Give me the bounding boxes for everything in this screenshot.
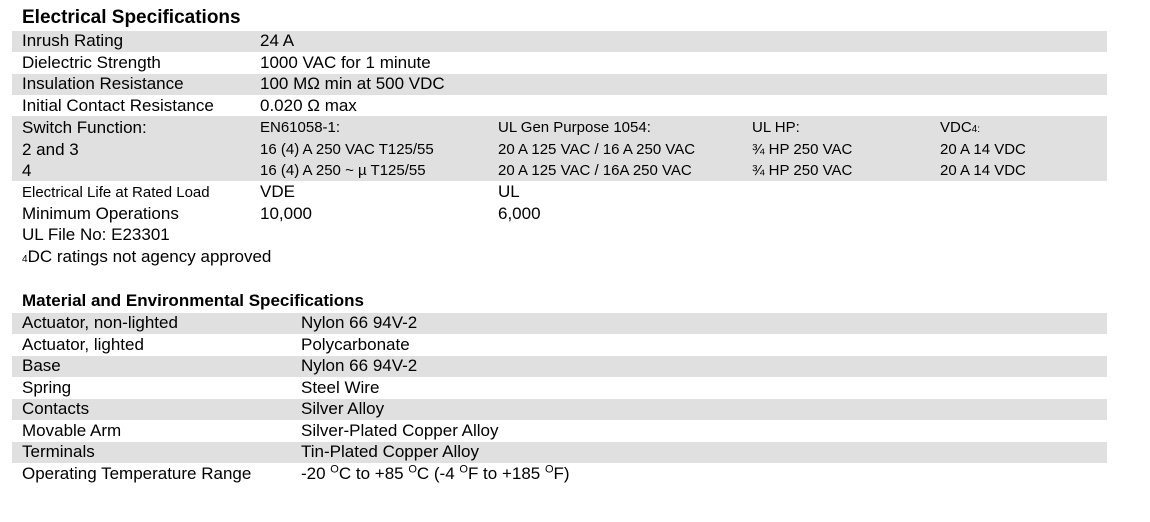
material-row-value: Silver-Plated Copper Alloy: [301, 421, 499, 440]
material-row-value: Nylon 66 94V-2: [301, 313, 418, 332]
switch-row-label: 4: [22, 161, 32, 180]
material-row-value: Nylon 66 94V-2: [301, 356, 418, 375]
min-operations-vde: 10,000: [260, 204, 312, 223]
temperature-value: -20 $^O$C to +85 $^O$C (-4 $^O$F to +185 $^O$F): [301, 463, 570, 483]
switch-row-label: 2 and 3: [22, 140, 79, 159]
inrush-label: Inrush Rating: [22, 31, 124, 50]
dielectric-label: Dielectric Strength: [22, 53, 161, 72]
dc-footnote: 4DC ratings not agency approved: [22, 247, 272, 266]
material-row-value: Silver Alloy: [301, 399, 385, 418]
row-band: [12, 31, 1107, 52]
switch-row-en: 16 (4) A 250 ~ µ T125/55: [260, 162, 426, 179]
material-row-label: Spring: [22, 378, 72, 397]
switch-row-ul-hp: ¾ HP 250 VAC: [752, 162, 853, 179]
material-row-value: Steel Wire: [301, 378, 380, 397]
min-operations-ul: 6,000: [498, 204, 541, 223]
vdc-header: VDC4:: [940, 119, 981, 136]
electrical-specs-title: Electrical Specifications: [22, 7, 241, 28]
switch-row-ul-gen: 20 A 125 VAC / 16 A 250 VAC: [498, 141, 696, 158]
ul-gen-header: UL Gen Purpose 1054:: [498, 119, 651, 136]
material-row-label: Actuator, lighted: [22, 335, 144, 354]
material-row-label: Actuator, non-lighted: [22, 313, 178, 332]
material-row-label: Base: [22, 356, 61, 375]
contact-resistance-label: Initial Contact Resistance: [22, 96, 214, 115]
material-row-value: Polycarbonate: [301, 335, 410, 354]
life-ul-header: UL: [498, 182, 520, 201]
switch-row-en: 16 (4) A 250 VAC T125/55: [260, 141, 434, 158]
dielectric-value: 1000 VAC for 1 minute: [260, 53, 431, 72]
contact-resistance-value: 0.020 Ω max: [260, 96, 357, 115]
switch-row-vdc: 20 A 14 VDC: [940, 162, 1026, 179]
switch-row-vdc: 20 A 14 VDC: [940, 141, 1026, 158]
insulation-value: 100 MΩ min at 500 VDC: [260, 74, 445, 93]
electrical-life-label: Electrical Life at Rated Load: [22, 184, 210, 201]
insulation-label: Insulation Resistance: [22, 74, 184, 93]
min-operations-label: Minimum Operations: [22, 204, 179, 223]
material-specs-title: Material and Environmental Specifications: [22, 291, 364, 310]
footnote-mark: 4: [22, 254, 28, 265]
en61058-header: EN61058-1:: [260, 119, 341, 136]
switch-row-ul-hp: ¾ HP 250 VAC: [752, 141, 853, 158]
temperature-label: Operating Temperature Range: [22, 464, 252, 483]
inrush-value: 24 A: [260, 31, 295, 50]
row-band: [12, 442, 1107, 463]
ul-file-number: UL File No: E23301: [22, 225, 170, 244]
material-row-label: Terminals: [22, 442, 95, 461]
material-row-label: Movable Arm: [22, 421, 122, 440]
material-row-value: Tin-Plated Copper Alloy: [301, 442, 479, 461]
row-band: [12, 399, 1107, 420]
ul-hp-header: UL HP:: [752, 119, 800, 136]
material-row-label: Contacts: [22, 399, 90, 418]
switch-row-ul-gen: 20 A 125 VAC / 16A 250 VAC: [498, 162, 692, 179]
switch-function-label: Switch Function:: [22, 118, 147, 137]
row-band: [12, 356, 1107, 377]
life-vde-header: VDE: [260, 182, 295, 201]
